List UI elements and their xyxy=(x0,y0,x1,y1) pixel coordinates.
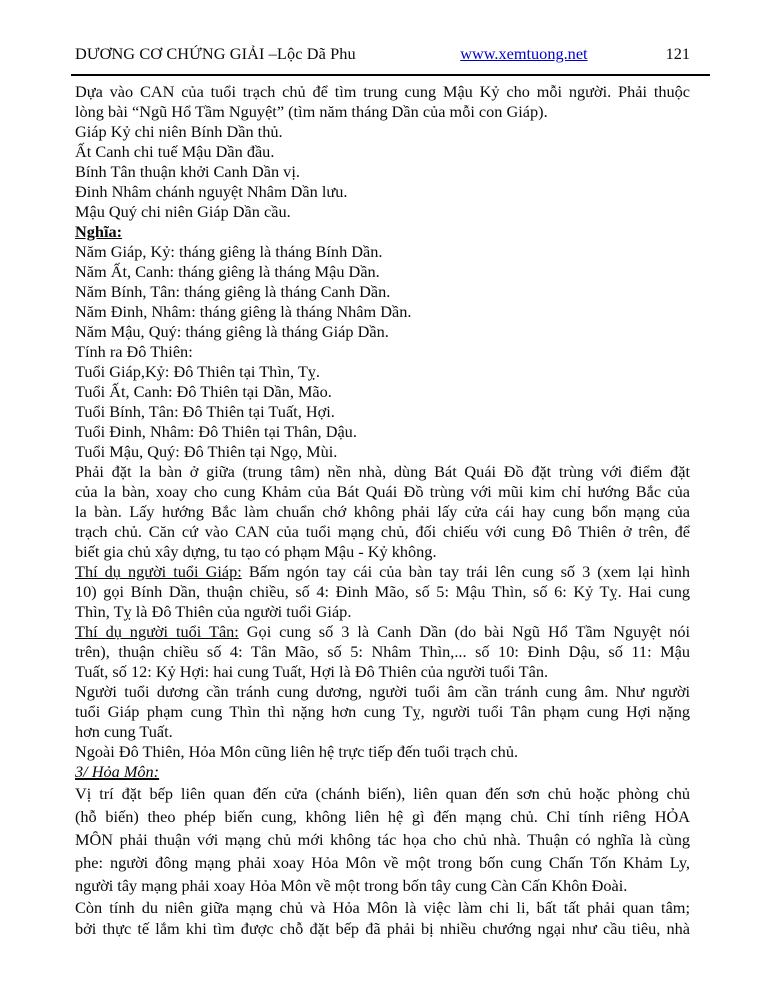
text-run: Gọi cung số 3 là Canh Dần (do bài Ngũ Hổ Tầm Nguyệt nói xyxy=(238,622,690,641)
text-run: tuổi Giáp phạm cung Thìn thì nặng hơn cung Tỵ, người tuổi Tân phạm cung Hợi nặng xyxy=(75,702,690,721)
text-line xyxy=(75,782,690,805)
yin-yang-paragraph xyxy=(75,682,690,742)
intro-paragraph xyxy=(75,82,690,122)
document-title: DƯƠNG CƠ CHỨNG GIẢI –Lộc Dã Phu xyxy=(75,44,356,63)
text-line xyxy=(75,897,690,918)
text-line xyxy=(75,322,690,342)
verse-line xyxy=(75,122,690,142)
text-line xyxy=(75,342,690,362)
list-line xyxy=(75,322,690,342)
text-line xyxy=(75,202,690,222)
text-line xyxy=(75,642,690,662)
text-run: Năm Bính, Tân: tháng giêng là tháng Canh Dần. xyxy=(75,282,391,301)
text-line xyxy=(75,828,690,851)
text-line xyxy=(75,362,690,382)
text-run: Tuổi Giáp,Kỷ: Đô Thiên tại Thìn, Tỵ. xyxy=(75,362,320,381)
text-run: 3/ Hỏa Môn: xyxy=(75,762,160,781)
header-divider xyxy=(71,74,710,76)
example-tan-paragraph xyxy=(75,622,690,682)
list-line xyxy=(75,302,690,322)
example-tan-label: Thí dụ người tuổi Tân: xyxy=(75,622,239,641)
text-run: Nghĩa: xyxy=(75,222,123,241)
text-run: Tuổi Đinh, Nhâm: Đô Thiên tại Thân, Dậu. xyxy=(75,422,357,441)
list-line xyxy=(75,282,690,302)
text-line xyxy=(75,462,690,482)
verse-line xyxy=(75,142,690,162)
text-line xyxy=(75,102,690,122)
text-line xyxy=(75,805,690,828)
text-run: Tuổi Ất, Canh: Đô Thiên tại Dần, Mão. xyxy=(75,382,332,401)
page-header xyxy=(75,44,690,64)
text-line xyxy=(75,142,690,162)
text-line xyxy=(75,602,690,622)
text-line xyxy=(75,874,690,897)
text-run: hơn cung Tuất. xyxy=(75,722,173,741)
text-run: lòng bài “Ngũ Hổ Tầm Nguyệt” (tìm năm tháng Dần của mỗi con Giáp). xyxy=(75,102,548,121)
text-run: Đinh Nhâm chánh nguyệt Nhâm Dần lưu. xyxy=(75,182,348,201)
text-line xyxy=(75,282,690,302)
du-nien-paragraph xyxy=(75,897,690,939)
text-line xyxy=(75,82,690,102)
text-line xyxy=(75,482,690,502)
text-line xyxy=(75,182,690,202)
text-line xyxy=(75,682,690,702)
text-run: Người tuổi dương cần tránh cung dương, người tuổi âm cần tránh cung âm. Như người xyxy=(75,682,690,701)
text-run: người tây mạng phải xoay Hỏa Môn về một trong bốn tây cung Càn Cấn Khôn Đoài. xyxy=(75,876,628,895)
text-run: Còn tính du niên giữa mạng chủ và Hỏa Môn là việc làm chi li, bất tất phải quan tâm; xyxy=(75,898,690,917)
list-line xyxy=(75,442,690,462)
text-line xyxy=(75,851,690,874)
text-line xyxy=(75,562,690,582)
text-run: Giáp Kỷ chi niên Bính Dần thủ. xyxy=(75,122,283,141)
text-line xyxy=(75,662,690,682)
text-line xyxy=(75,402,690,422)
verse-line xyxy=(75,162,690,182)
text-line xyxy=(75,382,690,402)
verse-line xyxy=(75,182,690,202)
text-run: bởi thực tế lắm khi tìm được chỗ đặt bếp đã phải bị nhiều chướng ngại như cầu tiêu, nhà xyxy=(75,919,690,938)
text-run: của la bàn, xoay cho cung Khảm của Bát Quái Đồ trùng với mũi kim chỉ hướng Bắc của xyxy=(75,482,690,501)
note-line xyxy=(75,742,690,762)
text-run: (hỗ biến) theo phép biến cung, không liên hệ gì đến mạng chủ. Chỉ tính riêng HỎA xyxy=(75,807,690,826)
text-run: Ngoài Đô Thiên, Hỏa Môn cũng liên hệ trực tiếp đến tuổi trạch chủ. xyxy=(75,742,519,761)
text-line xyxy=(75,542,690,562)
text-line xyxy=(75,262,690,282)
website-link[interactable]: www.xemtuong.net xyxy=(460,44,588,63)
text-run: Phải đặt la bàn ở giữa (trung tâm) nền nhà, dùng Bát Quái Đồ đặt trùng với điểm đặt xyxy=(75,462,690,481)
heading-hoa-mon xyxy=(75,762,690,782)
text-line xyxy=(75,918,690,939)
text-run: trên), thuận chiều số 4: Tân Mão, số 5: Nhâm Thìn,... số 10: Đinh Dậu, số 11: Mậu xyxy=(75,642,690,661)
text-run: Năm Đinh, Nhâm: tháng giêng là tháng Nhâm Dần. xyxy=(75,302,412,321)
text-run: 10) gọi Bính Dần, thuận chiều, số 4: Đinh Mão, số 5: Mậu Thìn, số 6: Kỷ Tỵ. Hai cung xyxy=(75,582,690,601)
text-line xyxy=(75,702,690,722)
hoa-mon-paragraph xyxy=(75,782,690,897)
list-line xyxy=(75,382,690,402)
text-run: biết gia chủ xây dựng, tu tạo có phạm Mậu - Kỷ không. xyxy=(75,542,437,561)
text-run: Năm Giáp, Kỷ: tháng giêng là tháng Bính Dần. xyxy=(75,242,383,261)
list-line xyxy=(75,422,690,442)
text-line xyxy=(75,742,690,762)
example-giap-label: Thí dụ người tuổi Giáp: xyxy=(75,562,242,581)
page-body xyxy=(75,82,690,939)
heading-nghia xyxy=(75,222,690,242)
text-run: Bính Tân thuận khởi Canh Dần vị. xyxy=(75,162,300,181)
text-line xyxy=(75,122,690,142)
text-run: Tuổi Bính, Tân: Đô Thiên tại Tuất, Hợi. xyxy=(75,402,335,421)
page-number: 121 xyxy=(665,44,690,63)
example-giap-paragraph xyxy=(75,562,690,622)
text-run: Thìn, Tỵ là Đô Thiên của người tuổi Giáp. xyxy=(75,602,352,621)
text-line xyxy=(75,422,690,442)
text-run: Vị trí đặt bếp liên quan đến cửa (chánh biến), liên quan đến sơn chủ hoặc phòng chủ xyxy=(75,784,690,803)
text-run: la bàn. Lấy hướng Bắc làm chuẩn chớ không phải lấy cửa cái hay cung bổn mạng của xyxy=(75,502,690,521)
text-line xyxy=(75,222,690,242)
text-run: Mậu Quý chi niên Giáp Dần cầu. xyxy=(75,202,291,221)
compass-paragraph xyxy=(75,462,690,562)
text-line xyxy=(75,302,690,322)
text-run: Năm Mậu, Quý: tháng giêng là tháng Giáp Dần. xyxy=(75,322,389,341)
list-line xyxy=(75,242,690,262)
verse-line xyxy=(75,202,690,222)
text-run: Dựa vào CAN của tuổi trạch chủ để tìm trung cung Mậu Kỷ cho mỗi người. Phải thuộc xyxy=(75,82,690,101)
text-run: trạch chủ. Căn cứ vào CAN của tuổi mạng chủ, đối chiếu với cung Đô Thiên ở trên, để xyxy=(75,522,690,541)
text-line xyxy=(75,502,690,522)
text-line xyxy=(75,242,690,262)
list-line xyxy=(75,402,690,422)
text-line xyxy=(75,522,690,542)
text-line xyxy=(75,582,690,602)
list-line xyxy=(75,342,690,362)
text-line xyxy=(75,442,690,462)
list-line xyxy=(75,262,690,282)
text-line xyxy=(75,722,690,742)
text-run: Ất Canh chi tuế Mậu Dần đầu. xyxy=(75,142,275,161)
text-line xyxy=(75,622,690,642)
text-line xyxy=(75,162,690,182)
text-line xyxy=(75,762,690,782)
text-run: MÔN phải thuận với mạng chủ mới không tác họa cho chủ nhà. Thuận có nghĩa là cùng xyxy=(75,830,690,849)
text-run: phe: người đông mạng phải xoay Hỏa Môn về một trong bốn cung Chấn Tốn Khảm Ly, xyxy=(75,853,690,872)
text-run: Tuất, số 12: Kỷ Hợi: hai cung Tuất, Hợi là Đô Thiên của người tuổi Tân. xyxy=(75,662,549,681)
text-run: Bấm ngón tay cái của bàn tay trái lên cung số 3 (xem lại hình xyxy=(241,562,690,581)
list-line xyxy=(75,362,690,382)
text-run: Năm Ất, Canh: tháng giêng là tháng Mậu Dần. xyxy=(75,262,380,281)
text-run: Tính ra Đô Thiên: xyxy=(75,342,193,361)
text-run: Tuổi Mậu, Quý: Đô Thiên tại Ngọ, Mùi. xyxy=(75,442,338,461)
